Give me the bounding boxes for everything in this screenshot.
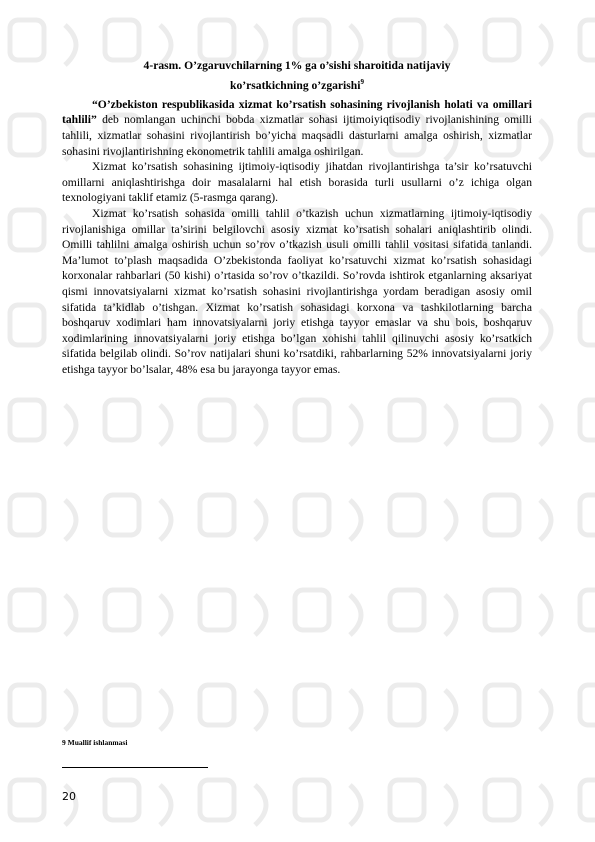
watermark-shape: [200, 20, 234, 60]
footnote-mark: 9: [360, 78, 364, 86]
watermark-shape: [580, 780, 595, 820]
watermark-shape: [580, 590, 595, 630]
caption-line-1: 4-rasm. O’zgaruvchilarning 1% ga o’sishi sharoitida natijaviy: [143, 59, 451, 72]
watermark-shape: [295, 20, 329, 60]
watermark-shape: [580, 685, 595, 725]
paragraph-1: [62, 97, 532, 159]
watermark-shape: [485, 780, 519, 820]
watermark-shape: [295, 780, 329, 820]
watermark-shape: [10, 685, 44, 725]
paragraph-1-bold-lead: “O’zbekiston respublikasida xizmat ko’rsatish sohasining rivojlanish holati va omillari tahlili”: [62, 97, 532, 127]
watermark-shape: [445, 785, 456, 825]
watermark-shape: [255, 785, 266, 825]
caption-line-2: ko’rsatkichning o’zgarishi$^9$: [230, 78, 364, 92]
watermark-shape: [10, 115, 44, 155]
figure-caption: [62, 58, 532, 94]
page-number: 20: [62, 790, 76, 803]
watermark-shape: [540, 25, 551, 65]
watermark-shape: [105, 780, 139, 820]
watermark-shape: [200, 780, 234, 820]
watermark-shape: [540, 405, 551, 445]
watermark-shape: [160, 785, 171, 825]
watermark-shape: [10, 400, 44, 440]
watermark-shape: [10, 495, 44, 535]
watermark-shape: [540, 310, 551, 350]
footnote: 9 Muallif ishlanmasi: [62, 738, 128, 747]
watermark-shape: [485, 20, 519, 60]
watermark-shape: [350, 785, 361, 825]
watermark-shape: [580, 115, 595, 155]
figure-placeholder-blank: [62, 400, 532, 720]
watermark-shape: [10, 305, 44, 345]
watermark-shape: [540, 215, 551, 255]
watermark-shape: [580, 210, 595, 250]
watermark-shape: [580, 305, 595, 345]
document-body: [62, 58, 532, 378]
watermark-shape: [540, 595, 551, 635]
watermark-shape: [540, 120, 551, 160]
paragraph-2-text: Xizmat ko’rsatish sohasining ijtimoiy-iqtisodiy jihatdan rivojlantirishga ta’sir ko’rsatuvchi omillarni aniqlashtirishga doir masalalarni hal etish borasida turli usullarni o’z ichiga olgan texnologiyani taklif etamiz (5-rasmga qarang).: [62, 160, 532, 205]
watermark-shape: [540, 785, 551, 825]
watermark-shape: [580, 400, 595, 440]
watermark-shape: [10, 590, 44, 630]
watermark-shape: [580, 495, 595, 535]
watermark-shape: [10, 780, 44, 820]
watermark-shape: [10, 20, 44, 60]
watermark-shape: [540, 690, 551, 730]
paragraph-1-text: deb nomlangan uchinchi bobda xizmatlar sohasi ijtimoiyiqtisodiy rivojlanishining omilli tahlili, xizmatlar sohasini rivojlantirish bo’yicha maqsadli dasturlarni amalga oshirish, xizmatlar sohasini rivojlantirishning ekonometrik tahlili amalga oshirilgan.: [62, 113, 532, 158]
watermark-shape: [390, 780, 424, 820]
footnote-divider: [62, 767, 208, 768]
watermark-shape: [10, 210, 44, 250]
paragraph-3: [62, 206, 532, 378]
watermark-shape: [540, 500, 551, 540]
watermark-shape: [105, 20, 139, 60]
paragraph-3-text: Xizmat ko’rsatish sohasida omilli tahlil o’tkazish uchun xizmatlarning ijtimoiy-iqtisodiy rivojlanishiga omillar ta’sirini belgilovchi asosiy xizmat ko’rsatish sohalari aniqlashtirib olindi. Omilli tahlilni amalga oshirish uchun so’rov o’tkazish usuli omilli tahlil vositasi sifatida tanlandi. Ma’lumot to’plash maqsadida O’zbekistonda faoliyat ko’rsatuvchi xizmat ko’rsatish sohasidagi korxonalar rahbarlari (50 kishi) o’rtasida so’rov o’tkazildi. So’rovda ishtirok etganlarning aksariyat qismi innovatsiyalarni xizmat ko’rsatish sohasini rivojlantirishga yordam beradigan asosiy omil sifatida ta’kidlab o’tishgan. Xizmat ko’rsatish sohasidagi korxona va tashkilotlarning barcha boshqaruv xodimlari ham innovatsiyalarni joriy etishga tayyor emaslar va shu bois, boshqaruv xodimlarining innovatsiyalarni joriy etishga bo’lgan xohishi tahlil qilinuvchi asosiy ko’rsatkich sifatida belgilab olindi. So’rov natijalari shuni ko’rsatdiki, rahbarlarning 52% innovatsiyalarni joriy etishga tayyor bo’lsalar, 48% esa bu jarayonga tayyor emas.: [62, 207, 532, 376]
paragraph-2: [62, 159, 532, 206]
watermark-shape: [390, 20, 424, 60]
watermark-shape: [580, 20, 595, 60]
